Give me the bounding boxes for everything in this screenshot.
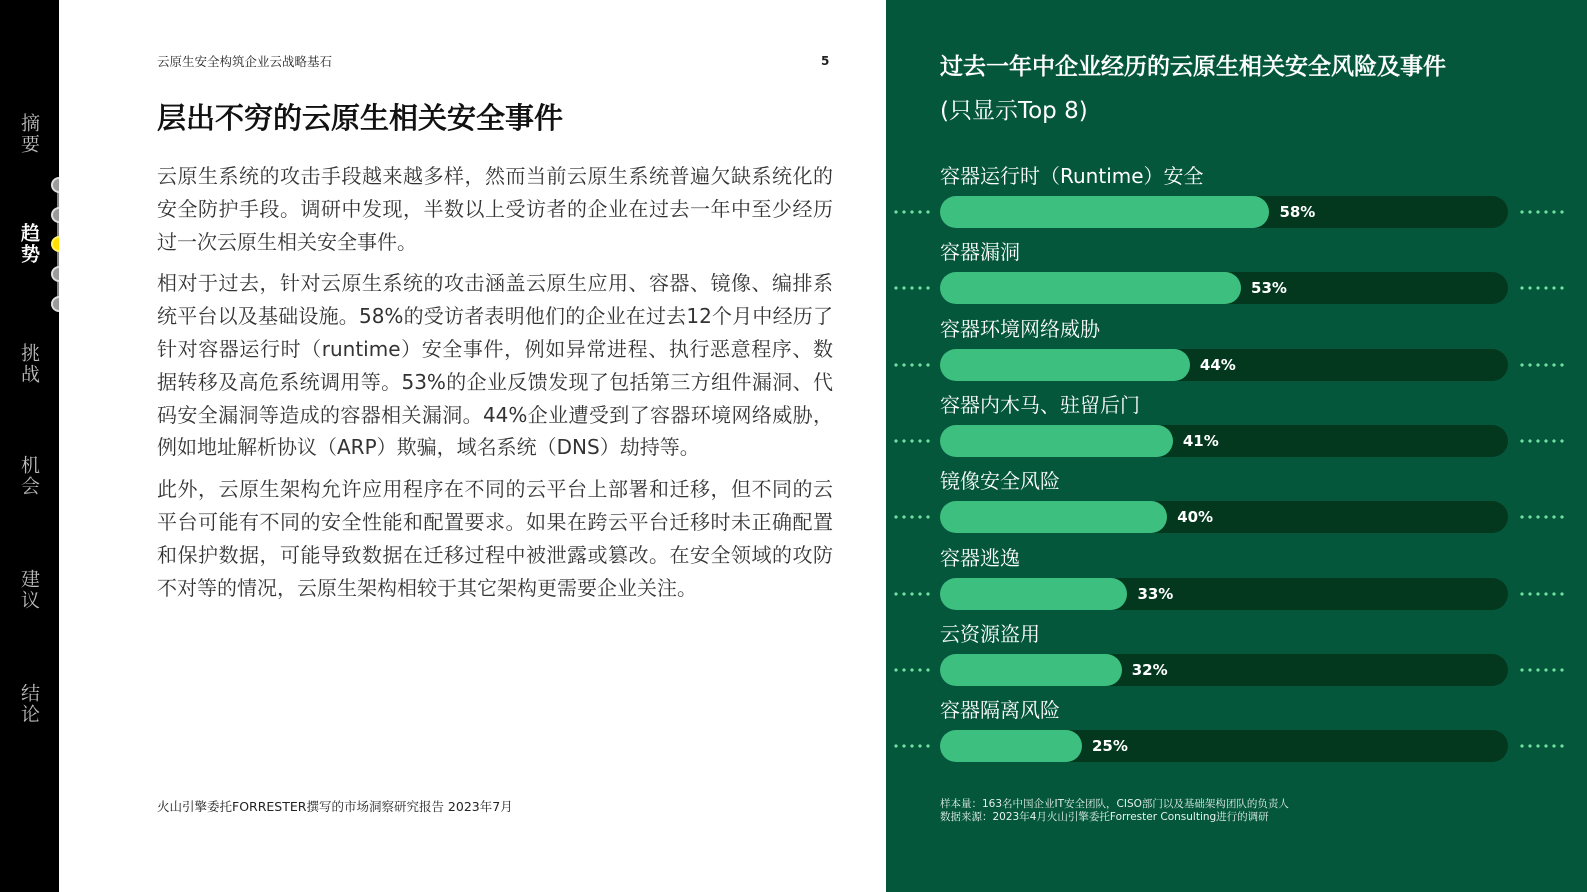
chart-panel xyxy=(886,0,1587,892)
running-head: 云原生安全构筑企业云战略基石 xyxy=(157,54,333,69)
chart-subtitle: (只显示Top 8) xyxy=(940,98,1088,124)
decorative-dots xyxy=(1518,515,1564,519)
bar xyxy=(940,730,1082,762)
decorative-dots xyxy=(892,592,932,596)
decorative-dots xyxy=(1518,286,1564,290)
chart-source xyxy=(940,798,1289,824)
body-paragraph: 相对于过去，针对云原生系统的攻击涵盖云原生应用、容器、镜像、编排系统平台以及基础设施。58%的受访者表明他们的企业在过去12个月中经历了针对容器运行时（runtime）安全事件，例如异常进程、执行恶意程序、数据转移及高危系统调用等。53%的企业反馈发现了包括第三方组件漏洞、代码安全漏洞等造成的容器相关漏洞。44%企业遭受到了容器环境网络威胁，例如地址解析协议（ARP）欺骗，域名系统（DNS）劫持等。 xyxy=(157,271,833,460)
bar-value-label: 33% xyxy=(1137,584,1174,603)
decorative-dots xyxy=(1518,363,1564,367)
bar-category-label: 容器逃逸 xyxy=(940,545,1020,570)
decorative-dots xyxy=(1518,439,1564,443)
bar-value-label: 25% xyxy=(1092,737,1128,756)
bar-row xyxy=(886,465,1587,535)
chart-sample-note: 样本量：163名中国企业IT安全团队，CISO部门以及基础架构团队的负责人 xyxy=(940,798,1289,810)
decorative-dots xyxy=(892,363,932,367)
bar xyxy=(940,425,1173,457)
bar-track xyxy=(940,196,1508,228)
chart-data-source: 数据来源：2023年4月火山引擎委托Forrester Consulting进行的调研 xyxy=(940,811,1269,823)
decorative-dots xyxy=(892,744,932,748)
bar-row xyxy=(886,313,1587,383)
bar-category-label: 镜像安全风险 xyxy=(940,469,1060,494)
nav-item-recommendations[interactable]: 建议 xyxy=(18,569,40,611)
bar-category-label: 云资源盗用 xyxy=(940,621,1040,646)
bar-row xyxy=(886,236,1587,306)
bar-value-label: 44% xyxy=(1199,355,1236,374)
bar-value-label: 32% xyxy=(1131,660,1168,679)
chart-title: 过去一年中企业经历的云原生相关安全风险及事件 xyxy=(940,54,1446,80)
bar-track xyxy=(940,425,1508,457)
decorative-dots xyxy=(892,515,932,519)
bar-row xyxy=(886,694,1587,764)
decorative-dots xyxy=(892,668,932,672)
decorative-dots xyxy=(892,286,932,290)
page-footer: 火山引擎委托FORRESTER撰写的市场洞察研究报告 2023年7月 xyxy=(157,799,513,814)
nav-item-challenges[interactable]: 挑战 xyxy=(18,343,40,385)
bar-track xyxy=(940,578,1508,610)
decorative-dots xyxy=(1518,210,1564,214)
bar-value-label: 40% xyxy=(1177,508,1214,527)
decorative-dots xyxy=(1518,744,1564,748)
bar-category-label: 容器环境网络威胁 xyxy=(940,316,1100,341)
section-nav xyxy=(0,0,59,892)
bar xyxy=(940,578,1127,610)
bar xyxy=(940,349,1190,381)
report-page xyxy=(59,0,886,892)
decorative-dots xyxy=(1518,592,1564,596)
bar-value-label: 58% xyxy=(1279,203,1316,221)
decorative-dots xyxy=(892,210,932,214)
bar xyxy=(940,654,1122,686)
decorative-dots xyxy=(1518,668,1564,672)
bar xyxy=(940,196,1269,228)
bar-category-label: 容器内木马、驻留后门 xyxy=(940,392,1140,417)
bar xyxy=(940,501,1167,533)
nav-item-trends[interactable]: 趋势 xyxy=(18,223,40,265)
nav-item-summary[interactable]: 摘要 xyxy=(18,113,40,155)
bar-row xyxy=(886,160,1587,230)
bar-value-label: 41% xyxy=(1182,431,1219,450)
page-number: 5 xyxy=(821,54,830,68)
bar-row xyxy=(886,542,1587,612)
nav-item-opportunities[interactable]: 机会 xyxy=(18,455,40,497)
body-paragraph: 云原生系统的攻击手段越来越多样，然而当前云原生系统普遍欠缺系统化的安全防护手段。调研中发现，半数以上受访者的企业在过去一年中至少经历过一次云原生相关安全事件。 xyxy=(157,164,833,254)
bar-category-label: 容器漏洞 xyxy=(940,240,1020,265)
bar-category-label: 容器隔离风险 xyxy=(940,698,1060,723)
bar-row xyxy=(886,618,1587,688)
nav-item-conclusion[interactable]: 结论 xyxy=(18,683,40,725)
body-paragraph: 此外，云原生架构允许应用程序在不同的云平台上部署和迁移，但不同的云平台可能有不同的安全性能和配置要求。如果在跨云平台迁移时未正确配置和保护数据，可能导致数据在迁移过程中被泄露或篡改。在安全领域的攻防不对等的情况，云原生架构相较于其它架构更需要企业关注。 xyxy=(157,477,833,600)
bar-track xyxy=(940,730,1508,762)
decorative-dots xyxy=(892,439,932,443)
bar-category-label: 容器运行时（Runtime）安全 xyxy=(940,164,1204,188)
bar-track xyxy=(940,272,1508,304)
bar-value-label: 53% xyxy=(1251,279,1287,298)
bar xyxy=(940,272,1241,304)
page-title: 层出不穷的云原生相关安全事件 xyxy=(157,101,564,135)
bar-track xyxy=(940,501,1508,533)
bar-row xyxy=(886,389,1587,459)
body-text xyxy=(157,160,833,613)
bar-track xyxy=(940,654,1508,686)
